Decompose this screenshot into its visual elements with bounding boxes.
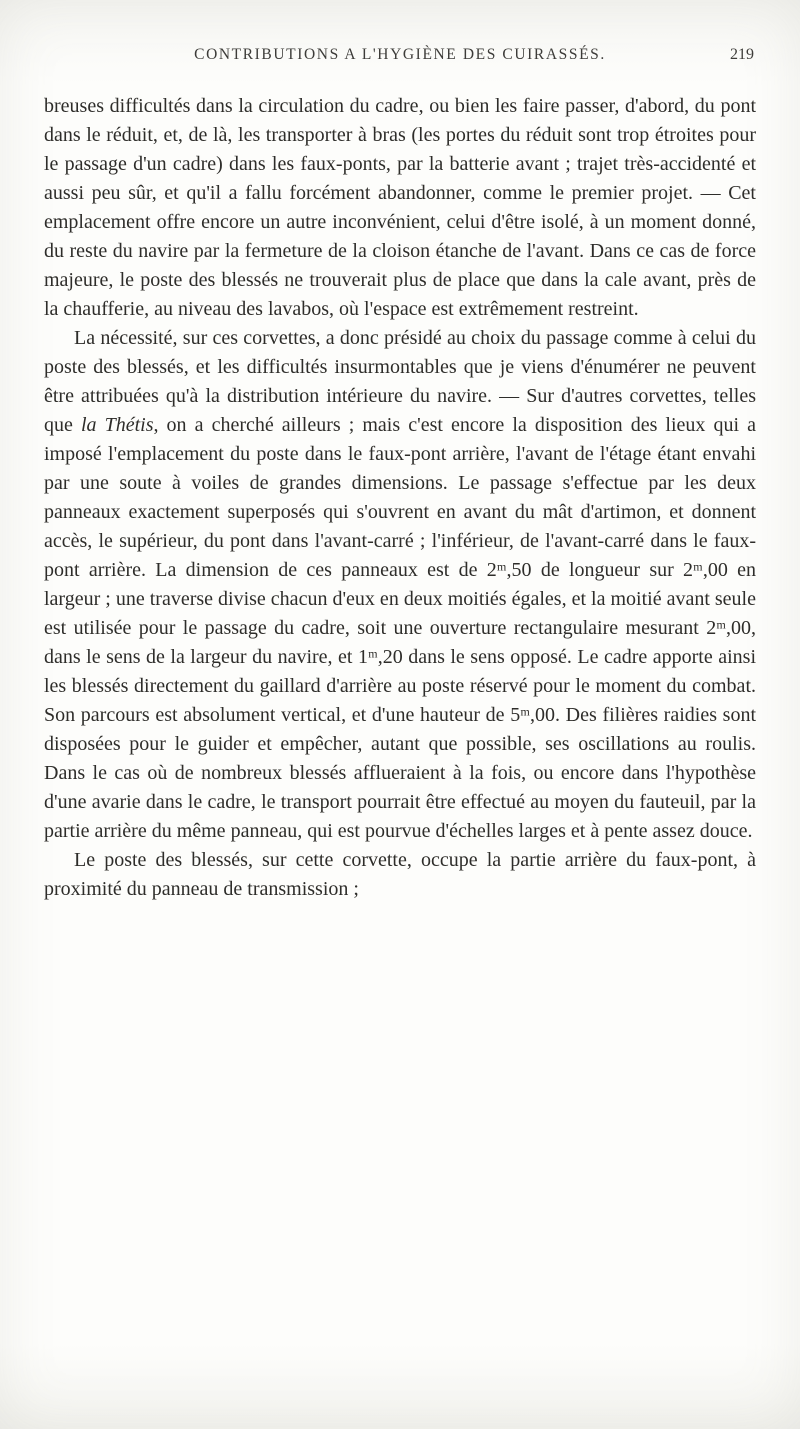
running-title: CONTRIBUTIONS A L'HYGIÈNE DES CUIRASSÉS. [194,46,606,63]
page-number: 219 [730,46,754,63]
paragraph-text: , on a cherché ailleurs ; mais c'est encore la disposition des lieux qui a imposé l'emplacement du poste dans le faux-pont arrière, l'avant de l'étage étant envahi par une soute à voiles de grandes dimensions. Le passage s'effectue par les deux panneaux exactement superposés qui s'ouvrent en avant du mât d'artimon, et donnent accès, le supérieur, du pont dans l'avant-carré ; l'inférieur, de l'avant-carré dans le faux-pont arrière. La dimension de ces panneaux est de 2ᵐ,50 de longueur sur 2ᵐ,00 en largeur ; une traverse divise chacun d'eux en deux moitiés égales, et la moitié avant seule est utilisée pour le passage du cadre, soit une ouverture rectangulaire mesurant 2ᵐ,00, dans le sens de la largeur du navire, et 1ᵐ,20 dans le sens opposé. Le cadre apporte ainsi les blessés directement du gaillard d'arrière au poste réservé pour le moment du combat. Son parcours est absolument vertical, et d'une hauteur de 5ᵐ,00. Des filières raidies sont disposées pour le guider et empêcher, autant que possible, ses oscillations au roulis. Dans le cas où de nombreux blessés afflueraient à la fois, ou encore dans l'hypothèse d'une avarie dans le cadre, le transport pourrait être effectué au moyen du fauteuil, par la partie arrière du même panneau, qui est pourvue d'échelles larges et à pente assez douce. [44,414,756,842]
text-block [44,92,756,904]
paragraph-continuation: breuses difficultés dans la circulation du cadre, ou bien les faire passer, d'abord, du pont dans le réduit, et, de là, les transporter à bras (les portes du réduit sont trop étroites pour le passage d'un cadre) dans les faux-ponts, par la batterie avant ; trajet très-accidenté et aussi peu sûr, et qu'il a fallu forcément abandonner, comme le premier projet. — Cet emplacement offre encore un autre inconvénient, celui d'être isolé, à un moment donné, du reste du navire par la fermeture de la cloison étanche de l'avant. Dans ce cas de force majeure, le poste des blessés ne trouverait plus de place que dans la cale avant, près de la chaufferie, au niveau des lavabos, où l'espace est extrêmement restreint. [44,95,756,320]
paragraph-text: La nécessité, sur ces corvettes, a donc présidé au choix du passage comme à celui du poste des blessés, et les difficultés insurmontables que je viens d'énumérer ne peuvent être attribuées qu'à la distribution intérieure du navire. — Sur d'autres corvettes, telles que [44,327,756,436]
page-header [44,46,756,80]
paragraph [44,324,756,846]
ship-name-emphasis: la Thétis [80,414,154,436]
paragraph: Le poste des blessés, sur cette corvette, occupe la partie arrière du faux-pont, à proximité du panneau de transmission ; [44,849,756,900]
